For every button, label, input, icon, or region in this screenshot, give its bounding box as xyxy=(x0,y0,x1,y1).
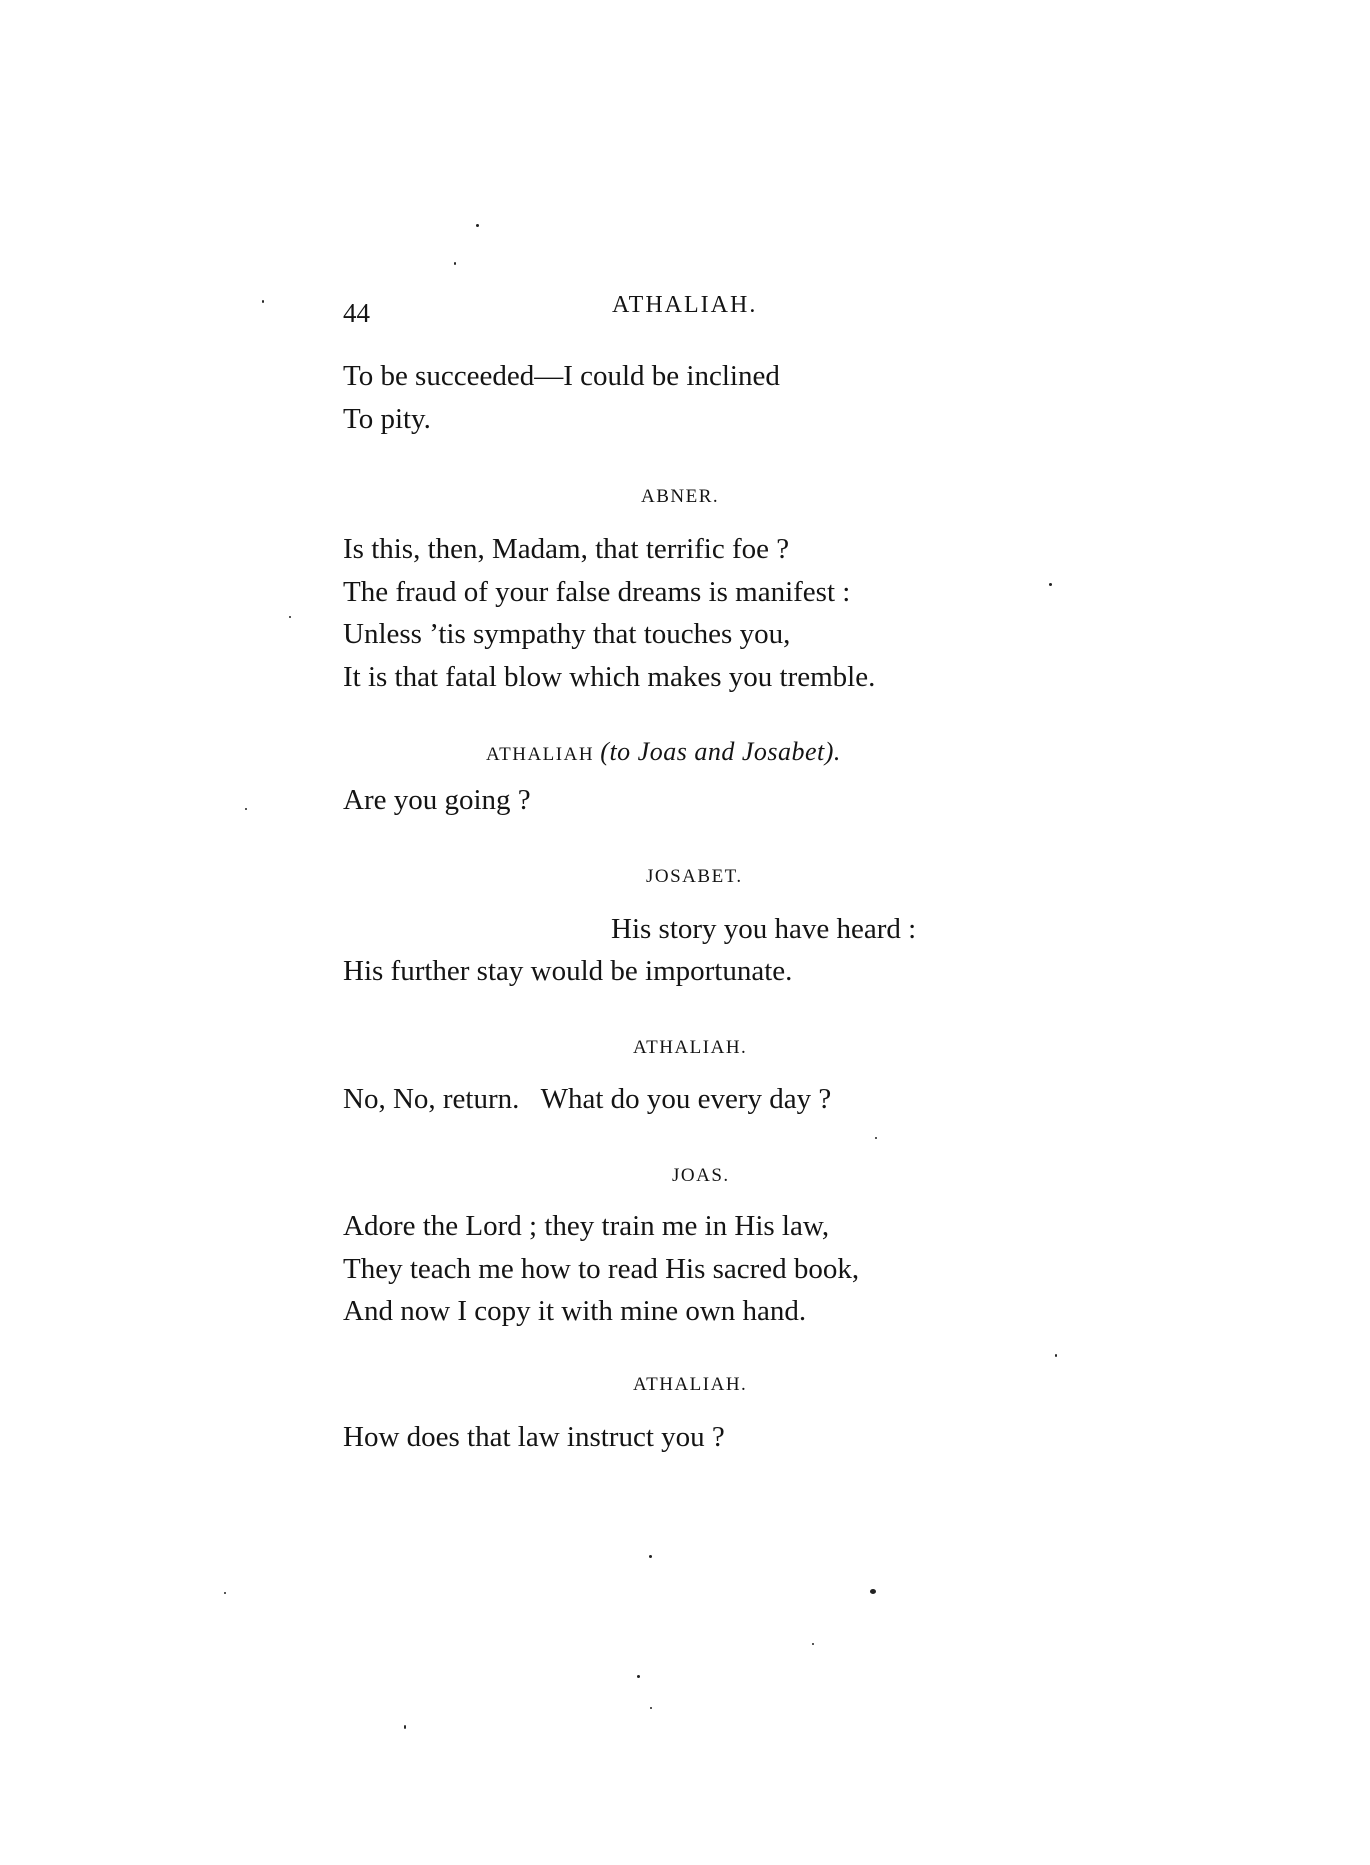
speaker-name: ATHALIAH xyxy=(486,744,595,765)
speaker-name: ATHALIAH. xyxy=(633,1037,748,1058)
scan-speck xyxy=(476,224,479,227)
verse-line: How does that law instruct you ? xyxy=(343,1421,725,1453)
scan-speck xyxy=(262,300,264,303)
verse-line: To be succeeded—I could be inclined xyxy=(343,360,780,392)
scan-speck xyxy=(404,1725,406,1729)
scan-speck xyxy=(454,262,456,265)
speaker-name: JOSABET. xyxy=(646,866,743,887)
scan-speck xyxy=(870,1589,876,1594)
verse-line: Is this, then, Madam, that terrific foe ? xyxy=(343,533,790,565)
verse-line: To pity. xyxy=(343,403,431,435)
scan-speck xyxy=(245,808,247,810)
verse-line: Unless ’tis sympathy that touches you, xyxy=(343,618,791,650)
speaker-name: JOAS. xyxy=(672,1165,730,1186)
scan-speck xyxy=(637,1675,640,1678)
speaker-name: ATHALIAH. xyxy=(633,1374,748,1395)
scan-speck xyxy=(289,616,291,618)
verse-line: The fraud of your false dreams is manifest : xyxy=(343,576,851,608)
verse-line: It is that fatal blow which makes you tremble. xyxy=(343,661,876,693)
scan-speck xyxy=(1055,1354,1057,1357)
running-head: ATHALIAH. xyxy=(612,292,758,318)
scan-speck xyxy=(812,1643,814,1645)
stage-direction: (to Joas and Josabet). xyxy=(600,737,841,766)
scan-speck xyxy=(1049,583,1052,586)
verse-line: Adore the Lord ; they train me in His law, xyxy=(343,1210,830,1242)
verse-line: They teach me how to read His sacred book, xyxy=(343,1253,860,1285)
verse-line: And now I copy it with mine own hand. xyxy=(343,1295,807,1327)
speaker-with-direction xyxy=(486,737,841,767)
page-number: 44 xyxy=(343,298,370,328)
scan-speck xyxy=(224,1592,226,1594)
scan-speck xyxy=(649,1555,652,1558)
verse-line: His story you have heard : xyxy=(611,913,917,945)
verse-line: His further stay would be importunate. xyxy=(343,955,793,987)
scan-speck xyxy=(650,1707,652,1709)
verse-line: No, No, return. What do you every day ? xyxy=(343,1083,832,1115)
verse-line: Are you going ? xyxy=(343,784,531,816)
speaker-name: ABNER. xyxy=(641,486,720,507)
scan-speck xyxy=(875,1137,877,1139)
